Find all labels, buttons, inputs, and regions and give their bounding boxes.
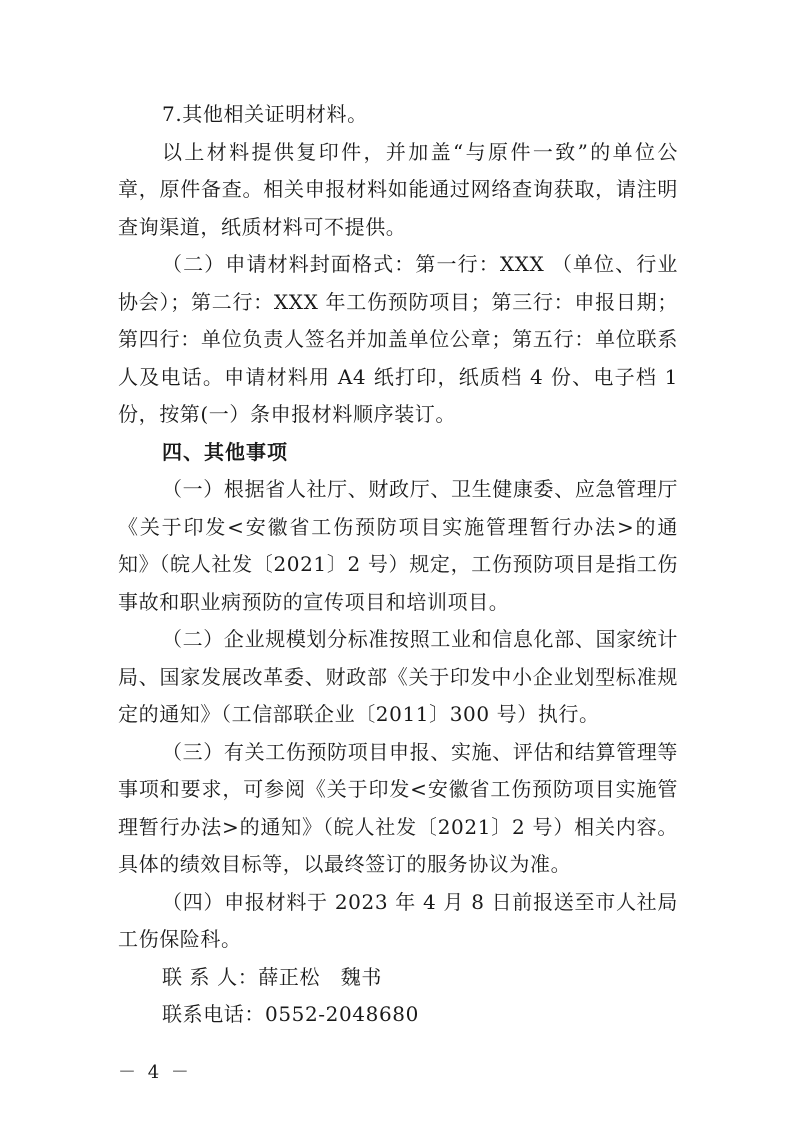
paragraph-other-4: （四）申报材料于 2023 年 4 月 8 日前报送至市人社局工伤保险科。	[118, 889, 678, 951]
paragraph-other-2: （二）企业规模划分标准按照工业和信息化部、国家统计局、国家发展改革委、财政部《关于印发中小企业划型标准规定的通知》（工信部联企业〔2011〕300 号）执行。	[118, 627, 678, 726]
contact-person: 联 系 人：薛正松 魏书	[162, 964, 382, 989]
paragraph-copy-requirements: 以上材料提供复印件，并加盖“与原件一致”的单位公章，原件备查。相关申报材料如能通过网络查询获取，请注明查询渠道，纸质材料可不提供。	[118, 139, 678, 239]
contact-phone: 联系电话：0552-2048680	[162, 1002, 419, 1026]
paragraph-other-3: （三）有关工伤预防项目申报、实施、评估和结算管理等事项和要求，可参阅《关于印发<安徽省工伤预防项目实施管理暂行办法>的通知》（皖人社发〔2021〕2 号）相关内容。具体的绩效目标等，以最终签订的服务协议为准。	[118, 739, 678, 876]
paragraph-other-1: （一）根据省人社厅、财政厅、卫生健康委、应急管理厅《关于印发<安徽省工伤预防项目实施管理暂行办法>的通知》（皖人社发〔2021〕2 号）规定，工伤预防项目是指工伤事故和职业病预防的宣传项目和培训项目。	[118, 477, 678, 614]
page-number: － 4 －	[118, 1062, 192, 1083]
section-heading-other-matters: 四、其他事项	[162, 439, 288, 464]
paragraph-cover-format: （二）申请材料封面格式：第一行：XXX （单位、行业协会）；第二行：XXX 年工伤预防项目；第三行：申报日期；第四行：单位负责人签名并加盖单位公章；第五行：单位联系人及电话。申请材料用 A4 纸打印，纸质档 4 份、电子档 1 份，按第(一）条申报材料顺序装订。	[118, 252, 678, 426]
paragraph-item-7: 7.其他相关证明材料。	[162, 102, 368, 126]
document-page	[118, 96, 678, 1034]
